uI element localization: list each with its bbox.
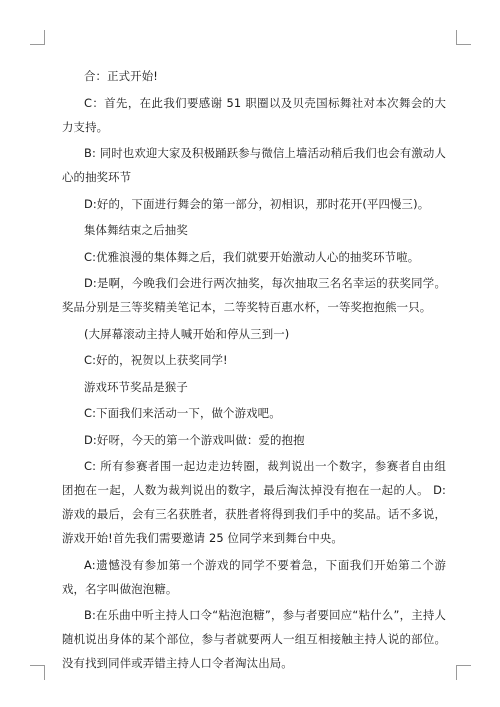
- paragraph: C:好的，祝贺以上获奖同学!: [84, 353, 228, 367]
- paragraph: B:在乐曲中听主持人口令“粘泡泡糖”，参与者要回应“粘什么”，主持人随机说出身体的某个部位，参与者就要两人一组互相接触主持人说的部位。没有找到同伴或弄错主持人口令者淘汰出局。: [62, 608, 446, 670]
- document-body: [62, 64, 446, 678]
- paragraph: C:下面我们来活动一下，做个游戏吧。: [84, 406, 281, 420]
- paragraph: 集体舞结束之后抽奖: [84, 223, 188, 237]
- paragraph: A:遗憾没有参加第一个游戏的同学不要着急，下面我们开始第二个游戏，名字叫做泡泡糖。: [62, 557, 446, 596]
- crop-mark-top-right: [456, 30, 471, 45]
- paragraph: C: 所有参赛者围一起边走边转圈，裁判说出一个数字，参赛者自由组团抱在一起，人数为裁判说出的数字，最后淘汰掉没有抱在一起的人。 D:游戏的最后，会有三名获胜者，获胜者将得到我们手中的奖品。话不多说，游戏开始!首先我们需要邀请 25 位同学来到舞台中央。: [62, 459, 446, 545]
- crop-mark-bottom-right: [456, 665, 471, 680]
- paragraph: D:是啊，今晚我们会进行两次抽奖，每次抽取三名名幸运的获奖同学。奖品分别是三等奖精美笔记本，二等奖特百惠水杯，一等奖抱抱熊一只。: [62, 276, 446, 314]
- paragraph: C：首先，在此我们要感谢 51 职圈以及贝壳国标舞社对本次舞会的大力支持。: [62, 95, 446, 134]
- paragraph: C:优雅浪漫的集体舞之后，我们就要开始激动人心的抽奖环节啦。: [84, 249, 420, 264]
- paragraph: 合：正式开始!: [84, 69, 158, 83]
- paragraph: 游戏环节奖品是猴子: [84, 379, 188, 394]
- crop-mark-top-left: [30, 30, 45, 45]
- paragraph: D:好呀，今天的第一个游戏叫做：爱的抱抱: [84, 432, 305, 447]
- paragraph: (大屏幕滚动主持人喊开始和停从三到一): [84, 326, 290, 341]
- crop-mark-bottom-left: [30, 665, 45, 680]
- paragraph: B: 同时也欢迎大家及积极踊跃参与微信上墙活动稍后我们也会有激动人心的抽奖环节: [62, 146, 446, 184]
- paragraph: D:好的，下面进行舞会的第一部分，初相识，那时花开(平四慢三)。: [84, 196, 430, 211]
